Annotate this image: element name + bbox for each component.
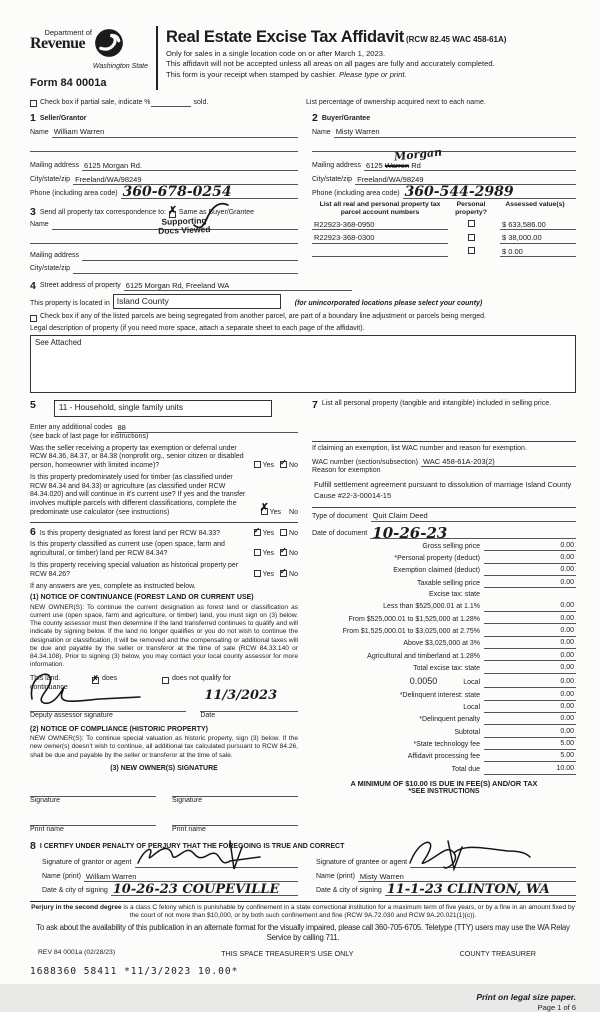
deputy-date-line[interactable] [200,703,298,712]
tax-line: From $525,000.01 to $1,525,000 at 1.28% 0.00 [348,614,574,623]
tax-line: *Personal property (deduct) 0.00 [394,553,574,562]
supporting-docs-stamp: Supporting Docs Viewed [157,215,211,236]
seller-name-input[interactable]: William Warren [52,127,298,137]
current-use-no-checkbox[interactable]: ✓ [280,546,287,556]
county-note: (for unincorporated locations please select your county) [294,300,483,308]
parcel-row [312,247,576,257]
buyer-phone-field: Phone (including area code) 360-544-2989 [312,188,576,199]
sold-label: sold. [193,98,209,106]
tax-value-input[interactable]: 0.00 [484,602,576,612]
street-address-input[interactable]: 6125 Morgan Rd, Freeland WA [124,281,352,291]
exemption-no-checkbox[interactable]: ✓ [280,458,287,468]
form-title-rcw: (RCW 82.45 WAC 458-61A) [405,35,507,44]
tax-value-input[interactable]: 5.00 [484,752,576,762]
tax-value-input[interactable]: 0.00 [484,627,576,637]
tax-line: Exemption claimed (deduct) 0.00 [393,566,574,575]
notice1-title: (1) NOTICE OF CONTINUANCE (FOREST LAND OR CURRENT USE) [30,594,254,602]
forest-yes-checkbox[interactable]: ✓ [253,525,261,535]
header-note-3: This form is your receipt when stamped by cashier. Please type or print. [166,69,407,79]
notice2-body: NEW OWNER(S): To continue special valuation as historic property, sign (3) below. If the new owner(s) doesn't wish to continue, all additional tax calculated pursuant to RCW 84.26, shall be due and payable by the seller or transferor at the time of sale. [30,735,298,759]
additional-codes-note: (see back of last page for instructions) [30,432,149,440]
continuance-label: continuance [30,684,68,692]
rev-number: REV 84 0001a (02/28/23) [38,949,116,957]
forest-no-checkbox[interactable] [280,529,287,536]
same-as-buyer-checkbox[interactable]: ✗ [167,203,178,217]
buyer-name-field: Name Misty Warren [312,127,576,137]
parcel-table [312,201,576,257]
tax-line: From $1,525,000.01 to $3,025,000 at 2.75% 0.00 [342,627,574,636]
qualify-row: This land. ✗ does does not qualify for [30,675,298,684]
excise-tax-header: Excise tax: state [429,591,480,599]
buyer-phone-input[interactable]: 360-544-2989 [403,188,576,199]
owner-print-name-line-1[interactable] [30,817,156,826]
form-title: Real Estate Excise Tax Affidavit [166,28,405,46]
tax-value-input[interactable]: 0.00 [484,579,576,589]
parcel-col3-header: Assessed value(s) [505,201,565,209]
tax-line: *Delinquent penalty 0.00 [419,715,574,724]
parcel-row [312,220,576,230]
buyer-city-field: City/state/zip Freeland/WA/98249 [312,175,576,185]
tax-value-input[interactable]: 0.00 [484,691,576,701]
owner-print-name-line-2[interactable] [172,817,298,826]
tax-value-input[interactable]: 5.00 [484,740,576,750]
ownership-note: List percentage of ownership acquired next to each name. [306,98,486,106]
doc-type-field: Type of document Quit Claim Deed [312,511,576,521]
section1-heading: 1 Seller/Grantor [30,112,87,125]
tax-line: Agricultural and timberland at 1.28% 0.00 [367,651,574,660]
grantee-date-field: Date & city of signing 11-1-23 CLINTON, WA [316,885,576,895]
seller-name-field: Name William Warren [30,127,298,137]
header-note-2: This affidavit will not be accepted unless all areas on all pages are fully and accurately completed. [166,59,495,69]
dor-swirl-logo-icon [94,28,124,62]
dor-logo-block [30,26,148,90]
county-select[interactable]: Island County [113,294,281,309]
agency-sub-label: Washington State [92,62,148,70]
assessed-value-input[interactable]: $ 0.00 [500,247,576,257]
seller-city-field: City/state/zip Freeland/WA/98249 [30,175,298,185]
partial-sale-field [30,98,208,107]
deputy-assessor-signature [24,665,144,711]
tax-line: Above $3,025,000 at 3% 0.00 [403,639,574,648]
correspondence-city-field: City/state/zip [30,265,298,274]
personal-property-checkbox[interactable] [468,220,475,227]
exemption-note: If claiming an exemption, list WAC number and reason for exemption. [312,444,527,452]
buyer-name-input[interactable]: Misty Warren [334,127,576,137]
grantee-signature [404,837,534,873]
perjury-note: Perjury in the second degree is a class C felony which is punishable by confinement in a state correctional institution for a maximum term of five years, or by a fine in an amount fixed by the court of not more than $10,000, or by both such confinement and fine (RCW 9A.72.030 and RCW 9A.20.021(1)(c)). [31,903,575,919]
notice1-body: NEW OWNER(S): To continue the current designation as forest land or classification as current use (open space, farm and agriculture, or timber) land, you must sign on (3) below. The county assessor must then determine if the land transferred continues to qualify and will indicate by signing below. If the land no longer qualifies or you do not wish to continue the designation or classification, it will be removed and the compensating or additional taxes will be due and payable by the seller or transferor at the time of sale (RCW 84.33.140 or 84.34.108). Prior to signing (3) below, you may contact your local county assessor for more information. [30,603,298,669]
exemption-yes-checkbox[interactable] [254,461,261,468]
notice2-title: (2) NOTICE OF COMPLIANCE (HISTORIC PROPERTY) [30,725,208,733]
correspondence-name-field: Name Supporting Docs Viewed [30,221,298,230]
grantor-signature-field: Signature of grantor or agent [42,859,298,868]
tax-value-input[interactable]: 0.00 [484,728,576,738]
tax-line: Local 0.00 [463,703,574,712]
additional-codes-field: Enter any additional codes 88 [30,423,298,433]
minimum-due-note: A MINIMUM OF $10.00 IS DUE IN FEE(S) AND/OR TAX [350,778,538,788]
tax-line: Total excise tax: state 0.00 [413,664,574,673]
certify-heading: I CERTIFY UNDER PENALTY OF PERJURY THAT THE FOREGOING IS TRUE AND CORRECT [39,842,345,850]
parcel-number-input[interactable]: R22923-368-0300 [312,233,448,243]
tax-value-input[interactable]: 0.00 [484,715,576,725]
local-rate-line: 0.0050 Local 0.00 [409,676,574,687]
deputy-date-handwriting: 11/3/2023 [204,687,278,703]
agency-name: Revenue [30,35,86,53]
tax-line: Taxable selling price 0.00 [416,578,574,587]
doc-date-field: Date of document 10-26-23 [312,528,576,540]
personal-property-checkbox[interactable] [468,247,475,254]
seller-mailing-field: Mailing address 6125 Morgan Rd. [30,161,298,171]
tax-line: *State technology fee 5.00 [413,740,574,749]
segregated-checkbox[interactable] [30,315,37,322]
grantee-date-input[interactable]: 11-1-23 CLINTON, WA [385,885,576,895]
partial-sale-label: Check box if partial sale, indicate % [40,98,151,106]
deputy-signature-label: Deputy assessor signature [30,711,113,719]
seller-mailing-input[interactable]: 6125 Morgan Rd. [82,161,298,171]
personal-property-checkbox[interactable] [468,234,475,241]
grantee-name-input[interactable]: Misty Warren [358,872,576,882]
grantor-signature [134,839,264,873]
historic-question: Is this property receiving special valuation as historical property per RCW 84.26? Yes ✓ No [30,561,298,578]
seller-phone-field: Phone (including area code) 360-678-0254 [30,188,298,199]
buyer-name-extra-line[interactable] [312,141,576,152]
forest-land-question: 6 Is this property designated as forest land per RCW 84.33? ✓ Yes No [30,525,298,538]
wac-number-field: WAC number (section/subsection) WAC 458-61A-203(2) [312,457,576,467]
grantor-date-field: Date & city of signing 10-26-23 COUPEVILLE [42,885,298,895]
parcel-number-input[interactable] [312,248,448,257]
see-instructions-note: *SEE INSTRUCTIONS [408,787,480,795]
tax-line: Affidavit processing fee 5.00 [407,752,574,761]
treasurer-use-label: THIS SPACE TREASURER'S USE ONLY [221,949,354,959]
personal-property-input[interactable] [312,411,576,437]
historic-yes-checkbox[interactable] [254,570,261,577]
county-treasurer-label: COUNTY TREASURER [459,949,536,959]
owner-signature-title: (3) NEW OWNER(S) SIGNATURE [110,764,218,772]
header-divider [156,26,158,90]
grantor-name-input[interactable]: William Warren [84,872,298,882]
seller-city-input[interactable]: Freeland/WA/98249 [73,175,298,185]
local-rate-value: 0.0050 [409,676,438,687]
partial-sale-checkbox[interactable] [30,100,37,107]
accessibility-note: To ask about the availability of this publication in an alternate format for the visually impaired, please call 360-705-6705. Teletype (TTY) users may use the WA Relay Service by calling 711. [36,923,570,942]
current-use-yes-checkbox[interactable] [254,549,261,556]
correspondence-city-input[interactable] [73,265,298,274]
owner-signature-line-1[interactable] [30,788,156,797]
form-header [30,26,576,90]
correspondence-mailing-field: Mailing address [30,252,298,261]
tax-value-input[interactable]: 0.00 [484,652,576,662]
correspondence-mailing-input[interactable] [82,252,298,261]
tax-value-input[interactable]: 0.00 [484,615,576,625]
tax-value-input[interactable]: 10.00 [484,765,576,775]
grantor-date-input[interactable]: 10-26-23 COUPEVILLE [111,885,298,895]
personal-property-label: List all personal property (tangible and intangible) included in selling price. [321,400,552,408]
buyer-mailing-field: Mailing address 6125 Warren Rd Morgan [312,161,576,171]
if-yes-instruction: If any answers are yes, complete as instructed below. [30,583,196,591]
partial-percent-input[interactable] [151,98,191,107]
grantee-name-field: Name (print) Misty Warren [316,872,576,882]
seller-phone-input[interactable]: 360-678-0254 [121,188,298,199]
reason-label: Reason for exemption [312,467,381,475]
tax-line: Total due 10.00 [451,764,574,773]
parcel-row [312,233,576,243]
tax-value-input[interactable]: 0.00 [484,554,576,564]
tax-value-input[interactable]: 0.00 [484,566,576,576]
doc-type-input[interactable]: Quit Claim Deed [371,511,576,521]
current-use-question: Is this property classified as current use (open space, farm and agricultural, or timber) land per RCW 84.34? Yes ✓ No [30,541,298,558]
form-number: Form 84 0001a [30,76,107,89]
tax-line: Gross selling price 0.00 [422,541,574,550]
timber-question: Is this property predominately used for timber (as classified under RCW 84.34 and 84.33) or agriculture (as classified under RCW 84.34.020) and will continue in it's current use? If yes and the transfer involves multiple parcels with different classifications, complete the predominate use calculator (see instructions) ✗ Yes No [30,473,298,516]
seller-exemption-question: Was the seller receiving a property tax exemption or deferral under RCW 84.36, 84.37, or 84.38 (nonprofit org., senior citizen or disabled person, homeowner with limited income)? Yes ✓ No [30,444,298,470]
tax-line: Less than $525,000.01 at 1.1% 0.00 [383,602,574,611]
timber-yes-checkbox[interactable]: ✗ [259,500,269,514]
deputy-date-label: Date [200,711,216,719]
doc-date-input[interactable]: 10-26-23 [370,528,576,540]
buyer-city-input[interactable]: Freeland/WA/98249 [355,175,576,185]
agency-top-label: Department of [44,28,92,37]
same-as-buyer-label: Same as Buyer/Grantee [178,208,255,216]
section4-street-field: 4 Street address of property 6125 Morgan Rd, Freeland WA [30,281,576,292]
additional-codes-input[interactable]: 88 [116,423,299,433]
struck-word: Warren [384,160,410,170]
tax-value-input[interactable]: 0.00 [484,542,576,552]
page-number: Page 1 of 6 [537,1002,576,1012]
treasurer-receipt-stamp: 1688360 58411 *11/3/2023 10.00* [30,966,239,978]
stamp-checkmark-signature [188,203,230,233]
affidavit-page: Department of Revenue Washington State Form 84 0001a Real Estate Excise Tax Affidavit (RCW 82.45 WAC 458-61A) Only for sales in a single location code on or after March 1, 2023. This affidavit will not be accepted unless all areas on all pages are fully and accurately completed. This form is your receipt when stamped by cashier. Please type or print. Check box if partial sale, indicate % sold. List percentage of ownership acquired next to each name. 1 Seller/Grantor Name William Warren Mailing address 6125 Morgan Rd. City/state/zip Freeland/WA/98249 Phone (including area code) 360-678-0254 3 Send all property tax correspondence to: ✗ Same as Buyer/Grantee Name Supporting Docs Viewed Mailing address City/state/zip 2 Buyer/Grantee Name Misty Warren Mailing address 6125 Warren Rd Morgan City/state/zip Freeland/WA/98249 Phone (including area code) 360-544-2989 List all real and personal property tax parcel account numbers Personal property? Assessed value(s) R22923-368-0950 $ 633,586.00 R22923-368-0300 $ 38,000.00 $ 0.00 4 Street address of property 6125 Morgan Rd, Freeland WA This property is located in Island County (for unincorporated locations please select your county) Check box if any of the listed parcels are being segregated from another parcel, are part of a boundary line adjustment or parcels being merged. Legal description of property (if you need more space, attach a separate sheet to each page of the affidavit). See Attached 5 11 - Household, single family units Enter any additional codes 88 (see back of last page for instructions) Was the seller receiving a property tax exemption or deferral under RCW 84.36, 84.37, or 84.38 (nonprofit org., senior citizen or disabled person, homeowner with limited income)? Yes ✓ No Is this property predominately used for timber (as classified under RCW 84.34 and 84.33) or agriculture (as classified under RCW 84.34.020) and will continue in it's current use? If yes and the transfer involves multiple parcels with different classifications, complete the predominate use calculator (see instructions) ✗ Yes No 6 Is this property designated as forest land per RCW 84.33? ✓ Yes No Is this property classified as current use (open space, farm and agricultural, or timber) land per RCW 84.34? Yes ✓ No Is this property receiving special valuation as historical property per RCW 84.26? Yes ✓ No If any answers are yes, complete as instructed below. (1) NOTICE OF CONTINUANCE (FOREST LAND OR CURRENT USE) NEW OWNER(S): To continue the current designation as forest land or classification as current use (open space, farm and agriculture, or timber) land, you must sign on (3) below. The county assessor must then determine if the land transferred continues to qualify and will indicate by signing below. If the land no longer qualifies or you do not wish to continue the designation or classification, it will be removed and the compensating or additional taxes will be due and payable by the seller or transferor at the time of sale (RCW 84.33.140 or 84.34.108). Prior to signing (3) below, you may contact your local county assessor for more information. This land. ✗ does does not qualify for continuance Deputy assessor signature 11/3/2023 Date (2) NOTICE OF COMPLIANCE (HISTORIC PROPERTY) NEW OWNER(S): To continue special valuation as historic property, sign (3) below. If the new owner(s) doesn't wish to continue, all additional tax calculated pursuant to RCW 84.26, shall be due and payable by the seller or transferor at the time of sale. (3) NEW OWNER(S) SIGNATURE Signature Signature Print name Print name 7 List all personal property (tangible and intangible) included in selling price. If claiming an exemption, list WAC number and reason for exemption. WAC number (section/subsection) WAC 458-61A-203(2) Reason for exemption Fulfill settlement agreement pursuant to dissolution of marriage Island County Cause #22-3-00014-15 Type of document Quit Claim Deed Date of document 10-26-23 Gross selling price 0.00 *Personal property (deduct) 0.00 Exemption claimed (deduct) 0.00 Taxable selling price 0.00 Excise tax: state Less than $525,000.01 at 1.1% 0.00 From $525,000.01 to $1,525,000 at 1.28% 0.00 From $1,525,000.01 to $3,025,000 at 2.75% 0.00 Above $3,025,000 at 3% 0.00 Agricultural and timberland at 1.28% 0.00 Total excise tax: state 0.00 0.0050 Local 0.00 *Delinquent interest: state 0.00 Local 0.00 *Delinquent penalty 0.00 Subtotal 0.00 *State technology fee 5.00 Affidavit processing fee 5.00 Total due 10.00 A MINIMUM OF $10.00 IS DUE IN FEE(S) AND/OR TAX *SEE INSTRUCTIONS 8 I CERTIFY UNDER PENALTY OF PERJURY THAT THE FOREGOING IS TRUE AND CORRECT Signature of grantor or agent Name (print) William Warren Date & city of signing 10-26-23 COUPEVILLE Signature of grantee or agent Name (print) Misty Warren Date & city of signing 11-1-23 CLINTON, WA Perjury in the second degree is a class C felony which is punishable by confinement in a state correctional institution for a maximum term of five years, or by a fine in an amount fixed by the court of not more than $10,000, or by both such confinement and fine (RCW 9A.72.030 and RCW 9A.20.021(1)(c)). To ask about the availability of this publication in an alternate format for the visually impaired, please call 360-705-6705. Teletype (TTY) users may use the WA Relay Service by calling 711. REV 84 0001a (02/28/23) THIS SPACE TREASURER'S USE ONLY COUNTY TREASURER 1688360 58411 *11/3/2023 10.00* Print on legal size paper. Page 1 of 6 [0,0,600,984]
does-qualify-checkbox[interactable]: ✗ [92,674,99,684]
print-note: Print on legal size paper. [476,992,576,1003]
tax-value-input[interactable]: 0.00 [484,664,576,674]
assessed-value-input[interactable]: $ 633,586.00 [500,220,576,230]
tax-value-input[interactable]: 0.00 [484,678,576,688]
tax-value-input[interactable]: 0.00 [484,703,576,713]
tax-line: *Delinquent interest: state 0.00 [399,690,574,699]
section3-heading-row: 3 Send all property tax correspondence to: ✗ Same as Buyer/Grantee [30,203,255,219]
tax-line: Subtotal 0.00 [454,727,574,736]
buyer-mailing-input[interactable]: 6125 Warren Rd [364,161,576,171]
grantor-name-field: Name (print) William Warren [42,872,298,882]
owner-signature-line-2[interactable] [172,788,298,797]
section2-heading: 2 Buyer/Grantee [312,112,371,125]
parcel-number-input[interactable]: R22923-368-0950 [312,220,448,230]
reason-input[interactable]: Fulfill settlement agreement pursuant to dissolution of marriage Island County Cause #22-3-00014-15 [314,480,572,501]
parcel-col2-header: Personal property? [455,201,487,216]
historic-no-checkbox[interactable]: ✓ [280,566,287,576]
wac-number-input[interactable]: WAC 458-61A-203(2) [421,457,576,467]
segregated-label: Check box if any of the listed parcels are being segregated from another parcel, are part of a boundary line adjustment or parcels being merged. [40,312,486,320]
seller-name-extra-line[interactable] [30,141,298,152]
header-note-1: Only for sales in a single location code on or after March 1, 2023. [166,48,386,58]
tax-value-input[interactable]: 0.00 [484,639,576,649]
parcel-col1-header: List all real and personal property tax parcel account numbers [319,201,441,216]
use-code-select[interactable]: 11 - Household, single family units [54,400,272,416]
grantee-signature-field: Signature of grantee or agent [316,859,576,868]
legal-description-input[interactable]: See Attached [30,335,576,393]
does-not-qualify-checkbox[interactable] [162,677,169,684]
mailing-correction-handwriting: Morgan [393,145,443,164]
located-in-label: This property is located in [30,300,110,308]
assessed-value-input[interactable]: $ 38,000.00 [500,233,576,243]
legal-description-label: Legal description of property (if you need more space, attach a separate sheet to each page of the affidavit). [30,324,365,332]
